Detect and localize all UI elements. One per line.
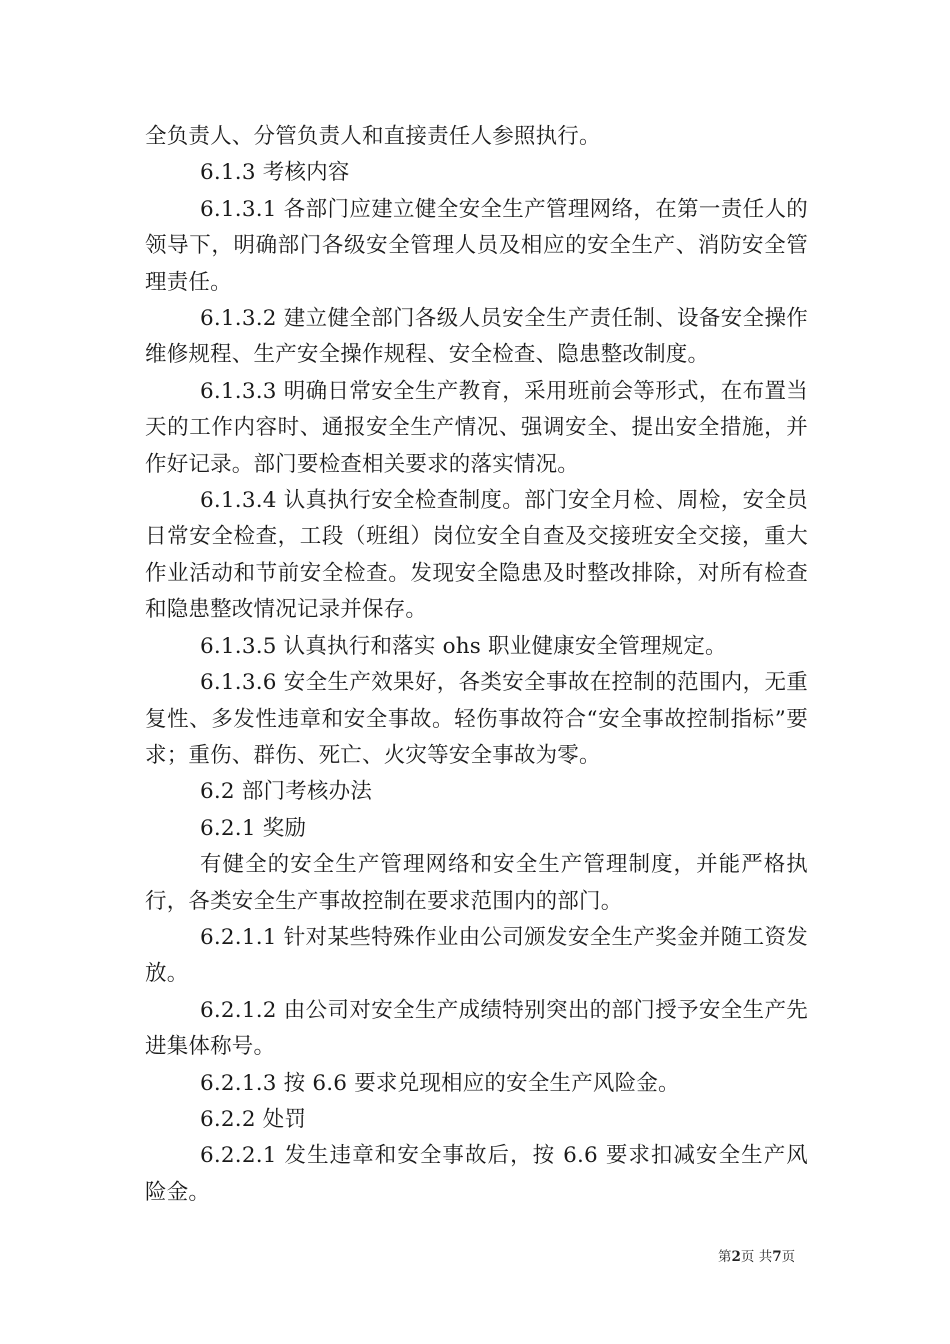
paragraph-7: 6.1.3.6 安全生产效果好，各类安全事故在控制的范围内，无重复性、多发性违章和安全事故。轻伤事故符合“安全事故控制指标”要求；重伤、群伤、死亡、火灾等安全事故为零。	[145, 670, 808, 768]
total-pages-number: 7	[772, 1249, 782, 1265]
paragraph-3: 6.1.3.2 建立健全部门各级人员安全生产责任制、设备安全操作维修规程、生产安全操作规程、安全检查、隐患整改制度。	[145, 306, 808, 368]
paragraph-2: 6.1.3.1 各部门应建立健全安全生产管理网络，在第一责任人的领导下，明确部门各级安全管理人员及相应的安全生产、消防安全管理责任。	[145, 196, 808, 295]
footer-prefix: 第	[718, 1249, 732, 1265]
paragraph-5: 6.1.3.4 认真执行安全检查制度。部门安全月检、周检，安全员日常安全检查，工段（班组）岗位安全自查及交接班安全交接，重大作业活动和节前安全检查。发现安全隐患及时整改排除，对所有检查和隐患整改情况记录并保存。	[145, 488, 808, 623]
paragraph-9: 6.2.1 奖励	[200, 815, 307, 841]
paragraph-8: 6.2 部门考核办法	[200, 779, 373, 805]
current-page-number: 2	[731, 1249, 741, 1265]
paragraph-1: 6.1.3 考核内容	[200, 160, 350, 186]
paragraph-6: 6.1.3.5 认真执行和落实 ohs 职业健康安全管理规定。	[200, 633, 727, 659]
paragraph-10: 有健全的安全生产管理网络和安全生产管理制度，并能严格执行，各类安全生产事故控制在要求范围内的部门。	[145, 852, 808, 914]
document-body	[145, 119, 808, 1211]
paragraph-0: 全负责人、分管负责人和直接责任人参照执行。	[145, 124, 601, 149]
paragraph-13: 6.2.1.3 按 6.6 要求兑现相应的安全生产风险金。	[200, 1070, 680, 1096]
paragraph-14: 6.2.2 处罚	[200, 1106, 307, 1132]
footer-middle: 页 共	[740, 1249, 773, 1265]
footer-suffix: 页	[781, 1249, 796, 1265]
paragraph-15: 6.2.2.1 发生违章和安全事故后，按 6.6 要求扣减安全生产风险金。	[145, 1143, 808, 1205]
paragraph-4: 6.1.3.3 明确日常安全生产教育，采用班前会等形式，在布置当天的工作内容时、通报安全生产情况、强调安全、提出安全措施，并作好记录。部门要检查相关要求的落实情况。	[145, 378, 808, 477]
paragraph-11: 6.2.1.1 针对某些特殊作业由公司颁发安全生产奖金并随工资发放。	[145, 924, 808, 987]
paragraph-12: 6.2.1.2 由公司对安全生产成绩特别突出的部门授予安全生产先进集体称号。	[145, 997, 808, 1060]
page-footer	[718, 1245, 795, 1265]
